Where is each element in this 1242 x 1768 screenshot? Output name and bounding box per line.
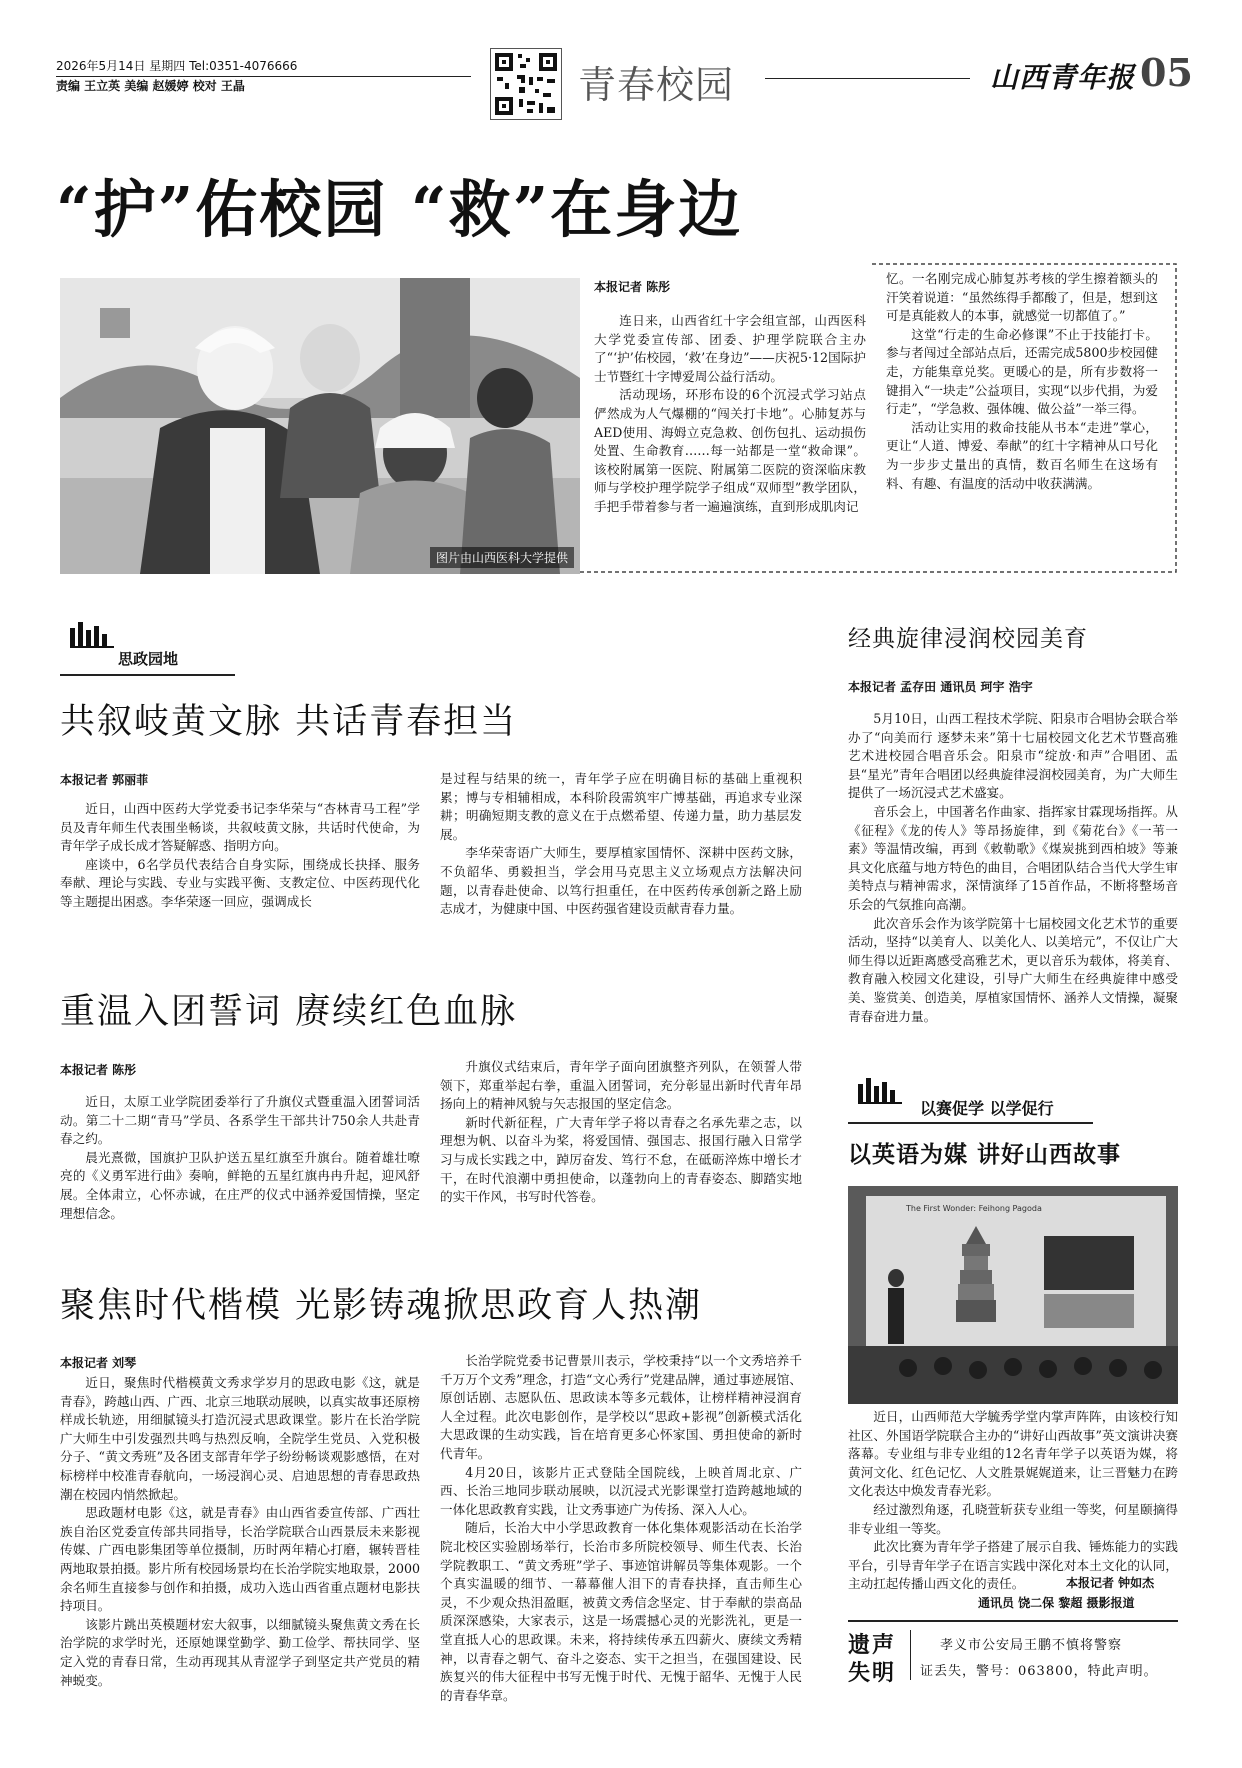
a2-para-3: 升旗仪式结束后，青年学子面向团旗整齐列队，在领誓人带领下，郑重举起右拳，重温入团誓词，充分彰显出新时代青年昂扬向上的精神风貌与矢志报国的坚定信念。 (440, 1059, 802, 1112)
a2-para-4: 新时代新征程，广大青年学子将以青春之名承先辈之志，以理想为帆、以奋斗为桨，将爱国情、强国志、报国行融入日常学习与成长实践之中，踔厉奋发、笃行不怠，在砥砺淬炼中增长才干，在时代浪潮中勇担使命，以蓬勃向上的青春姿态、脚踏实地的实干作风，书写时代答卷。 (440, 1114, 802, 1205)
r1-para-1: 5月10日，山西工程技术学院、阳泉市合唱协会联合举办了“向美而行 逐梦未来”第十七届校园文化艺术节暨高雅艺术进校园合唱音乐会。阳泉市“绽放·和声”合唱团、盂县“星光”青年合唱团以经典旋律浸润校园美育，为广大师生提供了一场沉浸式艺术盛宴。 (848, 711, 1178, 801)
r1-column (848, 710, 1178, 1026)
notice-label-bottom: 失明 (848, 1660, 897, 1686)
lead-para-2: 活动现场，环形布设的6个沉浸式学习站点俨然成为人气爆棚的“闯关打卡地”。心肺复苏与AED使用、海姆立克急救、创伤包扎、运动损伤处置、生命教育……每一站都是一堂“救命课”。该校附属第一医院、附属第二医院的资深临床教师与学校护理学院学子组成“双师型”教学团队，手把手带着参与者一遍遍演练，直到形成肌肉记 (594, 387, 866, 514)
r2-section-label: 以赛促学 以学促行 (920, 1099, 1054, 1118)
a3-para-3: 该影片跳出英模题材宏大叙事，以细腻镜头聚焦黄文秀在长治学院的求学时光，还原她课堂勤学、勤工俭学、帮扶同学、坚定入党的青春日常，生动再现其从青涩学子到坚定共产党员的精神蜕变。 (60, 1616, 420, 1688)
page-number: 05 (1140, 50, 1193, 95)
a3-headline: 聚焦时代楷模 光影铸魂掀思政育人热潮 (60, 1286, 703, 1326)
r2-headline: 以英语为媒 讲好山西故事 (848, 1142, 1122, 1168)
lead-para-3: 忆。一名刚完成心肺复苏考核的学生擦着额头的汗笑着说道：“虽然练得手都酸了，但是，想到这可是真能救人的本事，就感觉一切都值了。” (886, 271, 1158, 324)
slide-title: The First Wonder: Feihong Pagoda (906, 1204, 1042, 1213)
a1-byline: 本报记者 郭丽菲 (60, 773, 149, 787)
r2-signature-reporter: 本报记者 钟如杰 (1066, 1576, 1155, 1590)
a1-para-4: 李华荣寄语广大师生，要厚植家国情怀、深耕中医药文脉，不负韶华、勇毅担当，学会用马克思主义立场观点方法解决问题，以青春赴使命、以笃行担重任，在中医药传承创新之路上励志成才，为健康中国、中医药强省建设贡献青春力量。 (440, 845, 802, 917)
lead-dashed-border (576, 262, 1184, 578)
r2-para-3: 此次比赛为青年学子搭建了展示自我、锤炼能力的实践平台，引导青年学子在语言实践中深化对本土文化的认同，主动扛起传播山西文化的责任。 (848, 1539, 1178, 1592)
a3-para-4: 长治学院党委书记曹景川表示，学校秉持“以一个文秀培养千千万万个文秀”理念，打造“文心秀行”党建品牌，通过事迹展馆、原创话剧、志愿队伍、思政读本等多元载体，让榜样精神浸润育人全过程。此次电影创作，是学校以“思政+影视”创新模式活化大思政课的生动实践，旨在培育更多心怀家国、勇担使命的新时代青年。 (440, 1353, 802, 1461)
r2-section-underline (848, 1122, 1093, 1124)
r2-para-2: 经过激烈角逐，孔晓萱斩获专业组一等奖，何星颐摘得非专业组一等奖。 (848, 1501, 1178, 1536)
section-title: 青春校园 (578, 63, 735, 107)
section-decoration-icon (70, 620, 114, 648)
r2-decoration-icon (858, 1076, 902, 1104)
section-label-sizheng: 思政园地 (118, 650, 179, 668)
lead-byline: 本报记者 陈彤 (594, 280, 671, 294)
a3-para-1: 近日，聚焦时代楷模黄文秀求学岁月的思政电影《这，就是青春》，跨越山西、广西、北京三地联动展映，以真实故事还原榜样成长轨迹，用细腻镜头打造沉浸式思政课堂。影片在长治学院广大师生中引发强烈共鸣与热烈反响，全院学生党员、入党积极分子、“黄文秀班”及各团支部青年学子纷纷畅谈观影感悟，在对标榜样中校准青春航向，一场浸润心灵、启迪思想的青春思政热潮在校园内悄然掀起。 (60, 1375, 420, 1502)
notice-box (848, 1620, 1178, 1686)
header-rule-right (765, 78, 970, 79)
a1-column-2 (440, 770, 802, 919)
r2-para-1: 近日，山西师范大学毓秀学堂内掌声阵阵，由该校行知社区、外国语学院联合主办的“讲好山西故事”英文演讲决赛落幕。专业组与非专业组的12名青年学子以英语为媒，将黄河文化、红色记忆、人文胜景娓娓道来，让三晋魅力在跨文化表达中焕发青春光彩。 (848, 1409, 1178, 1499)
a2-headline: 重温入团誓词 赓续红色血脉 (60, 992, 518, 1032)
r1-byline: 本报记者 孟存田 通讯员 珂宇 浩宇 (848, 680, 1033, 694)
a3-column-1 (60, 1374, 420, 1690)
a3-para-5: 4月20日，该影片正式登陆全国院线，上映首周北京、广西、长治三地同步联动展映，以沉浸式光影课堂打造跨越地域的一体化思政教育实践，让文秀事迹广为传扬、深入人心。 (440, 1464, 802, 1517)
notice-text-2: 证丢失，警号：063800，特此声明。 (920, 1664, 1158, 1679)
r2-photo (848, 1186, 1178, 1404)
a3-para-6: 随后，长治大中小学思政教育一体化集体观影活动在长治学院北校区实验剧场举行，长治市多所院校领导、师生代表、长治学院教职工、“黄文秀班”学子、事迹馆讲解员等集体观影。一个个真实温暖的细节、一幕幕催人泪下的青春抉择，直击师生心灵，不少观众热泪盈眶，被黄文秀信念坚定、甘于奉献的崇高品质深深感染，大家表示，这是一场震撼心灵的光影洗礼，更是一堂直抵人心的思政课。未来，将持续传承五四薪火、赓续文秀精神，以青春之朝气、奋斗之姿态、实干之担当，在强国建设、民族复兴的伟大征程中书写无愧于时代、无愧于韶华、无愧于人民的青春华章。 (440, 1520, 802, 1703)
a3-para-2: 思政题材电影《这，就是青春》由山西省委宣传部、广西壮族自治区党委宣传部共同指导，长治学院联合山西景辰未来影视传媒、广西电影集团等单位摄制，历时两年精心打磨，辗转晋桂两地取景拍摄。影片所有校园场景均在长治学院实地取景，2000余名师生直接参与创作和拍摄，成功入选山西省重点题材电影扶持项目。 (60, 1505, 420, 1614)
r2-column (848, 1408, 1178, 1594)
notice-text-1: 孝义市公安局王鹏不慎将警察 (940, 1638, 1123, 1653)
a1-column-1 (60, 800, 420, 912)
a1-para-1: 近日，山西中医药大学党委书记李华荣与“杏林青马工程”学员及青年师生代表围坐畅谈，共叙岐黄文脉，共话时代使命，为青年学子成长成才答疑解惑、指明方向。 (60, 801, 420, 854)
lead-para-1: 连日来，山西省红十字会组宣部，山西医科大学党委宣传部、团委、护理学院联合主办了“‘护’佑校园，‘救’在身边”——庆祝5·12国际护士节暨红十字博爱周公益行活动。 (594, 313, 866, 384)
a3-column-2 (440, 1352, 802, 1705)
r2-signature-correspondents: 通讯员 饶二保 黎超 摄影报道 (978, 1596, 1135, 1610)
section-underline (60, 674, 235, 676)
lead-photo (60, 278, 580, 574)
header-rule-left (56, 76, 471, 77)
lead-para-4: 这堂“行走的生命必修课”不止于技能打卡。参与者闯过全部站点后，还需完成5800步校园健走，方能集章兑奖。更暖心的是，所有步数将一键捐入“一块走”公益项目，实现“以步代捐，为爱行走”，“学急救、强体魄、做公益”一举三得。 (886, 326, 1158, 417)
date-line: 2026年5月14日 星期四 Tel:0351-4076666 (56, 59, 298, 73)
a2-byline: 本报记者 陈彤 (60, 1063, 137, 1077)
a2-column-2 (440, 1058, 802, 1207)
r1-para-3: 此次音乐会作为该学院第十七届校园文化艺术节的重要活动，坚持“以美育人、以美化人、以美培元”，不仅让广大师生得以近距离感受高雅艺术，更以音乐为载体，将美育、教育融入校园文化建设，引导广大师生在经典旋律中感受美、鉴赏美、创造美，厚植家国情怀、涵养人文情操，凝聚青春奋进力量。 (848, 915, 1178, 1024)
a2-para-1: 近日，太原工业学院团委举行了升旗仪式暨重温入团誓词活动。第二十二期“青马”学员、各系学生干部共计750余人共赴青春之约。 (60, 1094, 420, 1147)
a2-column-1 (60, 1093, 420, 1223)
notice-divider (910, 1630, 911, 1680)
photo-caption: 图片由山西医科大学提供 (430, 547, 574, 568)
r1-headline: 经典旋律浸润校园美育 (848, 626, 1088, 652)
paper-logo: 山西青年报 (990, 61, 1136, 94)
lead-para-5: 活动让实用的救命技能从书本“走进”掌心，更让“人道、博爱、奉献”的红十字精神从口号化为一步步丈量出的真情，数百名师生在这场有料、有趣、有温度的活动中收获满满。 (886, 419, 1158, 491)
lead-headline: “护”佑校园 “救”在身边 (56, 173, 743, 246)
r1-para-2: 音乐会上，中国著名作曲家、指挥家甘霖现场指挥。从《征程》《龙的传人》等昂扬旋律，到《菊花台》《一苇一素》等温情改编，再到《敕勒歌》《煤炭挑到西柏坡》等兼具文化底蕴与地方特色的曲目，合唱团队结合当代大学生审美特点与精神需求，深情演绎了15首作品，不断将整场音乐会的气氛推向高潮。 (848, 803, 1178, 912)
notice-label-top: 遗声 (848, 1632, 897, 1658)
a3-byline: 本报记者 刘琴 (60, 1356, 137, 1370)
a1-para-2: 座谈中，6名学员代表结合自身实际，围绕成长抉择、服务奉献、理论与实践、专业与实践平衡、支教定位、中医药现代化等主题提出困惑。李华荣逐一回应，强调成长 (60, 856, 420, 909)
editors-line: 责编 王立英 美编 赵媛婷 校对 王晶 (56, 79, 245, 93)
a1-headline: 共叙岐黄文脉 共话青春担当 (60, 702, 518, 742)
a1-para-3: 是过程与结果的统一，青年学子应在明确目标的基础上重视积累；博与专相辅相成，本科阶段需筑牢广博基础，再追求专业深耕；明确短期支教的意义在于点燃希望、传递力量，助力基层发展。 (440, 771, 802, 842)
a2-para-2: 晨光熹微，国旗护卫队护送五星红旗至升旗台。随着雄壮嘹亮的《义勇军进行曲》奏响，鲜艳的五星红旗冉冉升起，迎风舒展。全体肃立，心怀赤诚，在庄严的仪式中涵养爱国情操，坚定理想信念。 (60, 1149, 420, 1221)
qr-code-icon (490, 48, 562, 120)
